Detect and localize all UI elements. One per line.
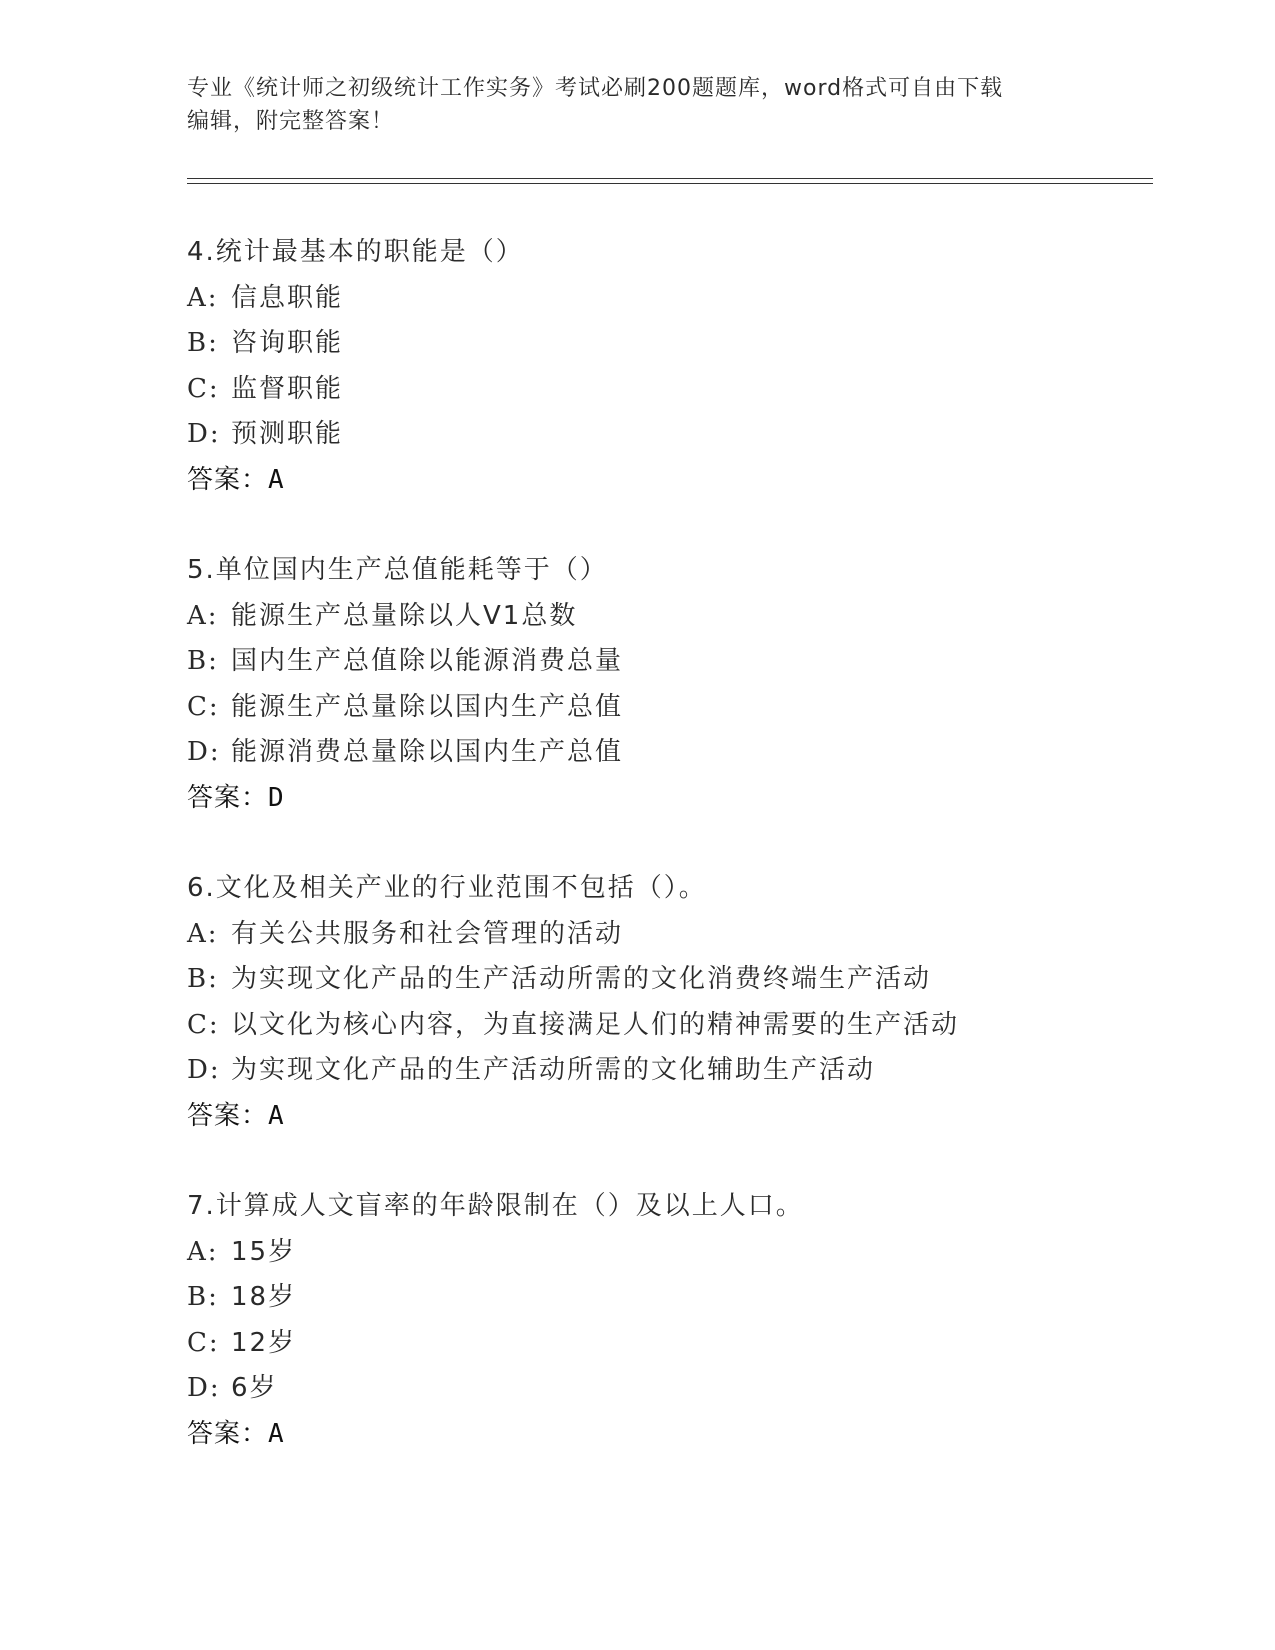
- question-block-4: [187, 230, 1187, 503]
- answer-label: 答案：: [187, 1418, 269, 1449]
- document-header: [187, 72, 1087, 138]
- answer-line: [187, 458, 1187, 504]
- option-text: 为实现文化产品的生产活动所需的文化消费终端生产活动: [231, 964, 932, 994]
- answer-value: D: [268, 782, 285, 813]
- question-block-6: [187, 866, 1187, 1139]
- option-text: 6岁: [231, 1373, 278, 1403]
- option-text: 能源生产总量除以人V1总数: [231, 600, 578, 631]
- option-key: C:: [187, 1009, 220, 1040]
- option-key: B:: [187, 328, 219, 358]
- option-key: A:: [187, 1236, 219, 1267]
- option-key: D:: [187, 737, 221, 767]
- option-b: [187, 639, 1187, 685]
- answer-line: [187, 1412, 1187, 1458]
- option-text: 为实现文化产品的生产活动所需的文化辅助生产活动: [231, 1055, 876, 1085]
- option-key: C:: [187, 691, 220, 722]
- header-line-2: 编辑，附完整答案！: [187, 109, 395, 134]
- option-text: 以文化为核心内容，为直接满足人们的精神需要的生产活动: [231, 1009, 960, 1040]
- answer-label: 答案：: [187, 1100, 269, 1131]
- option-text: 能源生产总量除以国内生产总值: [231, 691, 624, 722]
- answer-line: [187, 1094, 1187, 1140]
- option-text: 监督职能: [231, 373, 344, 404]
- option-key: B:: [187, 1282, 219, 1312]
- question-stem: 4.统计最基本的职能是（）: [187, 237, 524, 267]
- option-a: [187, 594, 1187, 640]
- option-text: 信息职能: [231, 282, 344, 313]
- header-line-1: 专业《统计师之初级统计工作实务》考试必刷200题题库，word格式可自由下载: [187, 76, 1004, 101]
- answer-label: 答案：: [187, 464, 269, 495]
- option-d: [187, 1048, 1187, 1094]
- option-key: B:: [187, 964, 219, 994]
- option-c: [187, 1321, 1187, 1367]
- option-key: C:: [187, 373, 220, 404]
- header-divider-bottom: [187, 183, 1153, 184]
- option-a: [187, 912, 1187, 958]
- option-c: [187, 367, 1187, 413]
- option-key: D:: [187, 419, 221, 449]
- option-text: 预测职能: [231, 419, 344, 449]
- option-text: 12岁: [231, 1327, 297, 1358]
- option-key: A:: [187, 918, 219, 949]
- header-divider-top: [187, 178, 1153, 179]
- option-a: [187, 1230, 1187, 1276]
- answer-value: A: [268, 464, 285, 495]
- question-stem: 6.文化及相关产业的行业范围不包括（）。: [187, 873, 707, 903]
- option-d: [187, 730, 1187, 776]
- option-c: [187, 685, 1187, 731]
- answer-value: A: [268, 1418, 285, 1449]
- option-text: 有关公共服务和社会管理的活动: [231, 918, 624, 949]
- option-d: [187, 412, 1187, 458]
- answer-value: A: [268, 1100, 285, 1131]
- option-text: 国内生产总值除以能源消费总量: [231, 646, 624, 676]
- option-c: [187, 1003, 1187, 1049]
- option-text: 能源消费总量除以国内生产总值: [231, 737, 624, 767]
- option-key: A:: [187, 600, 219, 631]
- answer-line: [187, 776, 1187, 822]
- option-b: [187, 957, 1187, 1003]
- option-d: [187, 1366, 1187, 1412]
- question-stem: 7.计算成人文盲率的年龄限制在（）及以上人口。: [187, 1191, 804, 1221]
- option-key: C:: [187, 1327, 220, 1358]
- option-b: [187, 321, 1187, 367]
- answer-label: 答案：: [187, 782, 269, 813]
- option-key: A:: [187, 282, 219, 313]
- question-stem: 5.单位国内生产总值能耗等于（）: [187, 555, 608, 585]
- option-text: 15岁: [231, 1236, 297, 1267]
- question-block-7: [187, 1184, 1187, 1457]
- option-key: B:: [187, 646, 219, 676]
- option-text: 18岁: [231, 1282, 297, 1312]
- option-a: [187, 276, 1187, 322]
- question-block-5: [187, 548, 1187, 821]
- option-key: D:: [187, 1373, 221, 1403]
- option-key: D:: [187, 1055, 221, 1085]
- option-b: [187, 1275, 1187, 1321]
- option-text: 咨询职能: [231, 328, 344, 358]
